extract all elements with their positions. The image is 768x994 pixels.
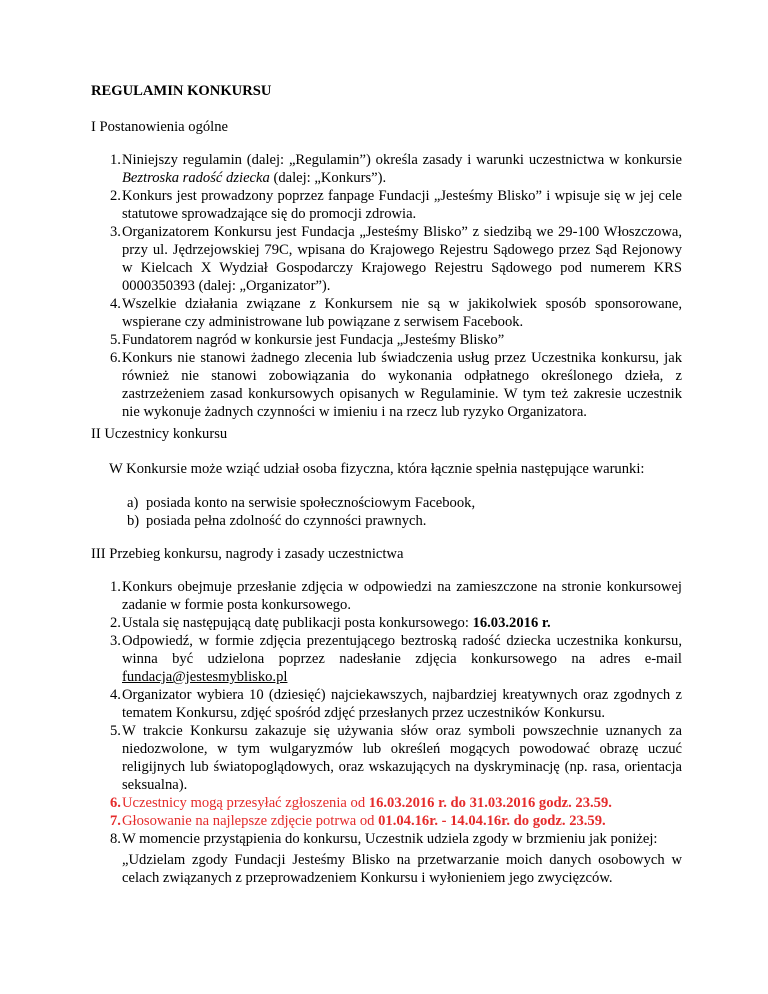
- item-number: 5.: [110, 332, 121, 348]
- item-number: 6.: [110, 350, 121, 366]
- contest-name: Beztroska radość dziecka: [122, 170, 270, 186]
- item-number: 2.: [110, 615, 121, 631]
- list-item-highlighted: [91, 812, 682, 830]
- list-item: [109, 494, 669, 512]
- item-text: (dalej: „Konkurs”).: [269, 170, 387, 186]
- item-text: W momencie przystąpienia do konkursu, Uczestnik udziela zgody w brzmieniu jak poniżej:: [122, 831, 658, 847]
- list-item: [109, 512, 669, 530]
- section-2-heading: II Uczestnicy konkursu: [91, 426, 228, 442]
- consent-quote: „Udzielam zgody Fundacji Jesteśmy Blisko na przetwarzanie moich danych osobowych w celach związanych z przeprowadzeniem Konkursu i wyłonieniem jego zwycięzców.: [122, 852, 682, 886]
- item-number: 1.: [110, 152, 121, 168]
- list-item: [91, 187, 682, 223]
- item-number: 2.: [110, 188, 121, 204]
- section-3-heading: III Przebieg konkursu, nagrody i zasady uczestnictwa: [91, 546, 404, 562]
- item-text: posiada pełna zdolność do czynności prawnych.: [146, 513, 427, 529]
- item-text: posiada konto na serwisie społecznościowym Facebook,: [146, 495, 476, 511]
- list-item: [91, 223, 682, 295]
- item-number: 3.: [110, 224, 121, 240]
- voting-period: 01.04.16r. - 14.04.16r. do godz. 23.59.: [378, 813, 606, 829]
- item-number: 7.: [110, 813, 121, 829]
- document-title: REGULAMIN KONKURSU: [91, 83, 272, 99]
- item-number: 6.: [110, 795, 121, 811]
- item-text: Konkurs obejmuje przesłanie zdjęcia w odpowiedzi na zamieszczone na stronie konkursowej zadanie w formie posta konkursowego.: [122, 579, 682, 613]
- section-2-intro: W Konkursie może wziąć udział osoba fizyczna, która łącznie spełnia następujące warunki:: [109, 461, 645, 477]
- section-3-list: [91, 578, 682, 848]
- item-number: 3.: [110, 633, 121, 649]
- section-1-list: [91, 151, 682, 421]
- item-text: Odpowiedź, w formie zdjęcia prezentującego beztroską radość dziecka uczestnika konkursu, winna być udzielona poprzez nadesłanie zdjęcia konkursowego na adres e-mail: [122, 633, 682, 667]
- list-item: [91, 331, 682, 349]
- publication-date: 16.03.2016 r.: [472, 615, 551, 631]
- item-text: Głosowanie na najlepsze zdjęcie potrwa od: [122, 813, 379, 829]
- item-text: Wszelkie działania związane z Konkursem nie są w jakikolwiek sposób sponsorowane, wspierane czy administrowane lub powiązane z serwisem Facebook.: [122, 296, 682, 330]
- list-item: [91, 632, 682, 686]
- item-text: Konkurs nie stanowi żadnego zlecenia lub świadczenia usług przez Uczestnika konkursu, jak również nie stanowi zobowiązania do wykonania odpłatnego określonego dzieła, z zastrzeżeniem zasad konkursowych opisanych w Regulaminie. W tym też zakresie uczestnik nie wykonuje żadnych czynności w imieniu i na rzecz lub ryzyko Organizatora.: [122, 350, 682, 420]
- item-letter: a): [127, 495, 139, 511]
- item-text: Konkurs jest prowadzony poprzez fanpage Fundacji „Jesteśmy Blisko” i wpisuje się w jej cele statutowe sprowadzające się do promocji zdrowia.: [122, 188, 682, 222]
- list-item: [91, 722, 682, 794]
- list-item: [91, 686, 682, 722]
- item-text: Niniejszy regulamin (dalej: „Regulamin”) określa zasady i warunki uczestnictwa w konkursie: [122, 152, 682, 168]
- item-number: 4.: [110, 296, 121, 312]
- list-item: [91, 295, 682, 331]
- list-item-highlighted: [91, 794, 682, 812]
- list-item: [91, 349, 682, 421]
- list-item: [91, 151, 682, 187]
- item-number: 8.: [110, 831, 121, 847]
- item-text: Ustala się następującą datę publikacji posta konkursowego:: [122, 615, 473, 631]
- item-text: W trakcie Konkursu zakazuje się używania słów oraz symboli powszechnie uznanych za niedozwolone, w tym wulgaryzmów lub określeń mogących powodować obrazę uczuć religijnych lub światopoglądowych, oraz wskazujących na dyskryminację (np. rasa, orientacja seksualna).: [122, 723, 682, 793]
- item-number: 1.: [110, 579, 121, 595]
- item-number: 4.: [110, 687, 121, 703]
- list-item: [91, 578, 682, 614]
- item-text: Organizatorem Konkursu jest Fundacja „Jesteśmy Blisko” z siedzibą we 29-100 Włoszczowa, przy ul. Jędrzejowskiej 79C, wpisana do Krajowego Rejestru Sądowego przez Sąd Rejonowy w Kielcach X Wydział Gospodarczy Krajowego Rejestru Sądowego pod numerem KRS 0000350393 (dalej: „Organizator”).: [122, 224, 682, 294]
- item-number: 5.: [110, 723, 121, 739]
- list-item: [91, 614, 682, 632]
- list-item: [91, 830, 682, 848]
- section-1-heading: I Postanowienia ogólne: [91, 119, 228, 135]
- item-text: Uczestnicy mogą przesyłać zgłoszenia od: [122, 795, 369, 811]
- section-2-list: [109, 494, 669, 530]
- item-text: Fundatorem nagród w konkursie jest Fundacja „Jesteśmy Blisko”: [122, 332, 505, 348]
- email-link[interactable]: fundacja@jestesmyblisko.pl: [122, 669, 288, 685]
- item-letter: b): [127, 513, 140, 529]
- submission-period: 16.03.2016 r. do 31.03.2016 godz. 23.59.: [368, 795, 612, 811]
- item-text: Organizator wybiera 10 (dziesięć) najciekawszych, najbardziej kreatywnych oraz zgodnych z tematem Konkursu, zdjęć spośród zdjęć przesłanych przez uczestników Konkursu.: [122, 687, 682, 721]
